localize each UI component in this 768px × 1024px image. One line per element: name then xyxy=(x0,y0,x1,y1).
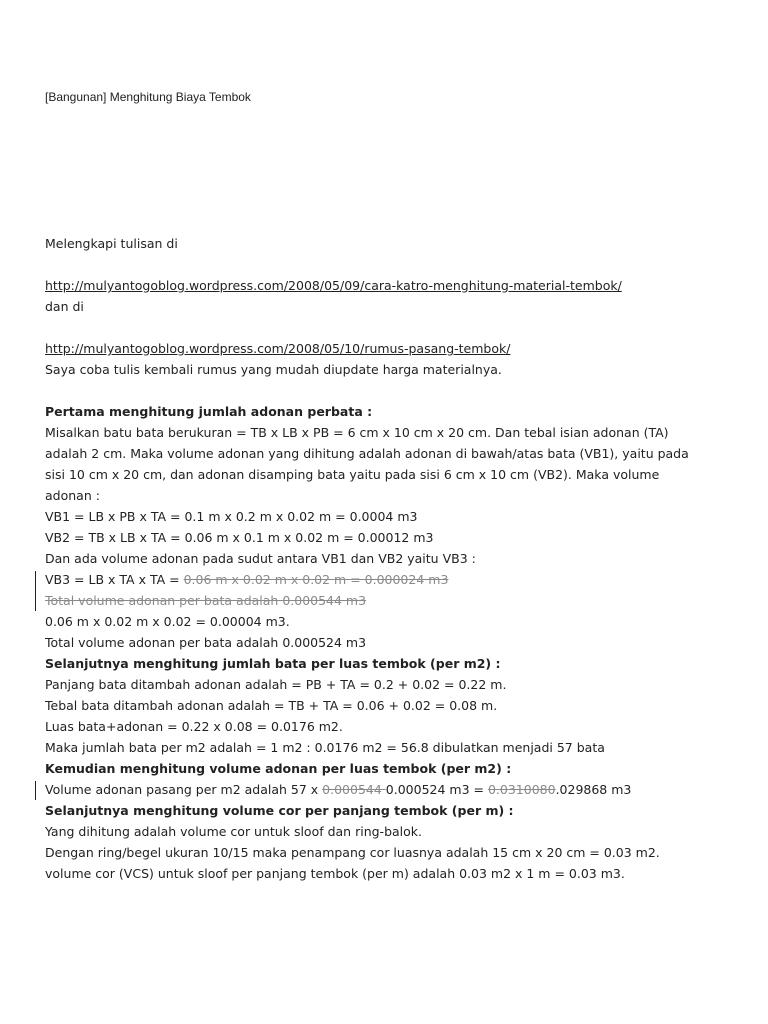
link-cara-katro[interactable]: http://mulyantogoblog.wordpress.com/2008/05/09/cara-katro-menghitung-material-tembok/ xyxy=(45,278,622,293)
page-title: [Bangunan] Menghitung Biaya Tembok xyxy=(45,90,251,104)
section-heading: Selanjutnya menghitung jumlah bata per luas tembok (per m2) : xyxy=(45,656,501,671)
section-heading: Pertama menghitung jumlah adonan perbata : xyxy=(45,404,373,419)
paragraph-line: Maka jumlah bata per m2 adalah = 1 m2 : 0.0176 m2 = 56.8 dibulatkan menjadi 57 bata xyxy=(45,740,605,755)
paragraph-line: Yang dihitung adalah volume cor untuk sloof dan ring-balok. xyxy=(45,824,422,839)
paragraph-line: adalah 2 cm. Maka volume adonan yang dihitung adalah adonan di bawah/atas bata (VB1), yaitu pada xyxy=(45,446,689,461)
paragraph-line: Dengan ring/begel ukuran 10/15 maka penampang cor luasnya adalah 15 cm x 20 cm = 0.03 m2. xyxy=(45,845,660,860)
paragraph-line: Misalkan batu bata berukuran = TB x LB x PB = 6 cm x 10 cm x 20 cm. Dan tebal isian adonan (TA) xyxy=(45,425,669,440)
formula-text: .029868 m3 xyxy=(555,782,632,797)
intro-text: dan di xyxy=(45,299,84,314)
volume-adonan-line xyxy=(45,779,745,800)
struck-text: 0.06 m x 0.02 m x 0.02 m = 0.000024 m3 xyxy=(183,572,449,587)
total-volume: Total volume adonan per bata adalah 0.000524 m3 xyxy=(45,635,367,650)
formula-vb1: VB1 = LB x PB x TA = 0.1 m x 0.2 m x 0.02 m = 0.0004 m3 xyxy=(45,509,418,524)
formula-text: 0.000524 m3 = xyxy=(385,782,488,797)
paragraph-line: sisi 10 cm x 20 cm, dan adonan disamping bata yaitu pada sisi 6 cm x 10 cm (VB2). Maka volume xyxy=(45,467,660,482)
formula-vb2: VB2 = TB x LB x TA = 0.06 m x 0.1 m x 0.02 m = 0.00012 m3 xyxy=(45,530,434,545)
paragraph-line: Dan ada volume adonan pada sudut antara VB1 dan VB2 yaitu VB3 : xyxy=(45,551,476,566)
link-rumus-pasang[interactable]: http://mulyantogoblog.wordpress.com/2008/05/10/rumus-pasang-tembok/ xyxy=(45,341,511,356)
formula-text: VB3 = LB x TA x TA = xyxy=(45,572,184,587)
formula-text: Volume adonan pasang per m2 adalah 57 x xyxy=(45,782,323,797)
paragraph-line: Tebal bata ditambah adonan adalah = TB + TA = 0.06 + 0.02 = 0.08 m. xyxy=(45,698,498,713)
paragraph-line: Luas bata+adonan = 0.22 x 0.08 = 0.0176 m2. xyxy=(45,719,343,734)
intro-text: Melengkapi tulisan di xyxy=(45,236,178,251)
section-heading: Selanjutnya menghitung volume cor per panjang tembok (per m) : xyxy=(45,803,514,818)
struck-text: 0.0310080 xyxy=(487,782,556,797)
paragraph-line: Panjang bata ditambah adonan adalah = PB + TA = 0.2 + 0.02 = 0.22 m. xyxy=(45,677,507,692)
section-heading: Kemudian menghitung volume adonan per luas tembok (per m2) : xyxy=(45,761,512,776)
struck-text: 0.000544 xyxy=(322,782,386,797)
struck-text: Total volume adonan per bata adalah 0.000544 m3 xyxy=(45,593,367,608)
paragraph-line: adonan : xyxy=(45,488,100,503)
formula-vb3 xyxy=(45,569,745,590)
article-body xyxy=(45,233,745,884)
formula-vb3-corrected: 0.06 m x 0.02 m x 0.02 = 0.00004 m3. xyxy=(45,614,290,629)
intro-text: Saya coba tulis kembali rumus yang mudah diupdate harga materialnya. xyxy=(45,362,502,377)
paragraph-line: volume cor (VCS) untuk sloof per panjang tembok (per m) adalah 0.03 m2 x 1 m = 0.03 m3. xyxy=(45,866,625,881)
